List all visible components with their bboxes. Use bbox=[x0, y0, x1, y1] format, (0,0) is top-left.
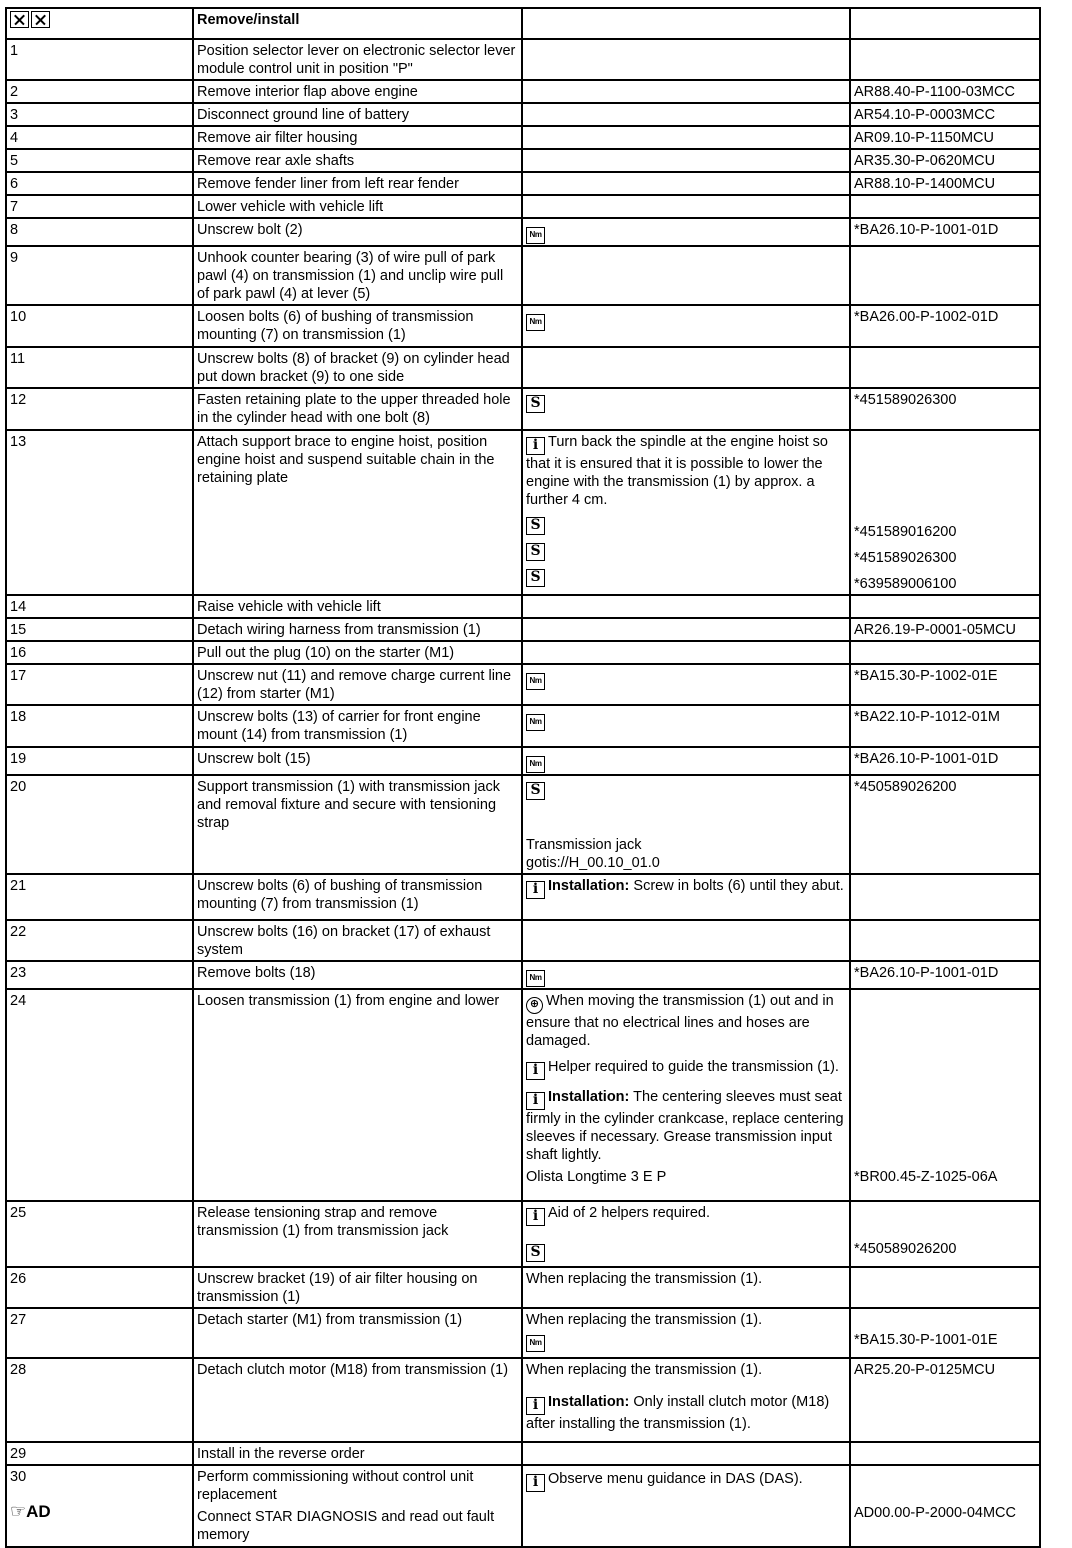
step-text: Unscrew nut (11) and remove charge current line (12) from starter (M1) bbox=[193, 664, 522, 705]
step-text: Unscrew bracket (19) of air filter housing on transmission (1) bbox=[193, 1267, 522, 1308]
step-number: 13 bbox=[6, 430, 193, 595]
table-row bbox=[6, 1358, 1040, 1442]
step-reference[interactable]: *450589026200 bbox=[854, 1241, 957, 1257]
step-text: Unscrew bolt (2) bbox=[193, 218, 522, 246]
step-text: Detach wiring harness from transmission (1) bbox=[193, 618, 522, 641]
table-row bbox=[6, 388, 1040, 430]
table-row bbox=[6, 618, 1040, 641]
step-reference[interactable]: *BA22.10-P-1012-01M bbox=[850, 705, 1040, 747]
step-reference[interactable]: *BA26.10-P-1001-01D bbox=[850, 747, 1040, 775]
info-icon[interactable]: i bbox=[526, 1474, 545, 1492]
warning-block bbox=[526, 992, 846, 1050]
step-text: Loosen bolts (6) of bushing of transmission mounting (7) on transmission (1) bbox=[193, 305, 522, 347]
step-number: 6 bbox=[6, 172, 193, 195]
step-text: Lower vehicle with vehicle lift bbox=[193, 195, 522, 218]
note-text: When replacing the transmission (1). bbox=[526, 1312, 763, 1328]
warning-icon[interactable]: ⊕ bbox=[526, 997, 543, 1014]
step-reference[interactable] bbox=[850, 1267, 1040, 1308]
note-text: Transmission jack bbox=[526, 837, 642, 853]
note-text: Turn back the spindle at the engine hoist so that it is ensured that it is possible to lower the engine with the transmission (1) by approx. a further 4 cm. bbox=[526, 434, 828, 508]
step-reference[interactable] bbox=[850, 246, 1040, 305]
table-row bbox=[6, 874, 1040, 920]
table-row bbox=[6, 172, 1040, 195]
step-reference[interactable]: *BA15.30-P-1001-01E bbox=[854, 1332, 998, 1348]
repair-procedure-document bbox=[5, 7, 1041, 1548]
step-reference[interactable]: *451589016200 bbox=[854, 524, 957, 540]
step-reference[interactable] bbox=[850, 920, 1040, 961]
step-text: Remove interior flap above engine bbox=[193, 80, 522, 103]
table-row bbox=[6, 705, 1040, 747]
step-text: Release tensioning strap and remove transmission (1) from transmission jack bbox=[193, 1201, 522, 1267]
step-text: Unhook counter bearing (3) of wire pull of park pawl (4) on transmission (1) and unclip wire pull of park pawl (4) at lever (5) bbox=[193, 246, 522, 305]
step-reference[interactable]: AD00.00-P-2000-04MCC bbox=[854, 1505, 1016, 1521]
step-reference[interactable] bbox=[850, 595, 1040, 618]
note-label: Installation: bbox=[548, 1394, 630, 1410]
step-reference[interactable]: AR88.40-P-1100-03MCC bbox=[850, 80, 1040, 103]
step-reference[interactable] bbox=[850, 195, 1040, 218]
step-reference[interactable] bbox=[850, 1442, 1040, 1465]
step-text: Perform commissioning without control unit replacement bbox=[197, 1469, 474, 1503]
special-tool-icon[interactable]: S bbox=[526, 517, 545, 535]
step-number: 4 bbox=[6, 126, 193, 149]
step-text: Fasten retaining plate to the upper threaded hole in the cylinder head with one bolt (8) bbox=[193, 388, 522, 430]
step-text: Unscrew bolts (13) of carrier for front engine mount (14) from transmission (1) bbox=[193, 705, 522, 747]
step-number: 21 bbox=[6, 874, 193, 920]
note-block bbox=[526, 1393, 846, 1433]
step-number: 8 bbox=[6, 218, 193, 246]
note-label: Installation: bbox=[548, 878, 630, 894]
special-tool-icon[interactable]: S bbox=[526, 543, 545, 561]
note-text: Helper required to guide the transmission (1). bbox=[548, 1059, 839, 1075]
table-row bbox=[6, 775, 1040, 874]
step-text: Remove bolts (18) bbox=[193, 961, 522, 989]
table-row bbox=[6, 961, 1040, 989]
info-icon[interactable]: i bbox=[526, 881, 545, 899]
info-icon[interactable]: i bbox=[526, 1092, 545, 1110]
step-reference[interactable]: *BR00.45-Z-1025-06A bbox=[854, 1169, 998, 1185]
step-number: 15 bbox=[6, 618, 193, 641]
table-row bbox=[6, 347, 1040, 388]
torque-icon[interactable]: Nm bbox=[526, 1335, 545, 1352]
table-row bbox=[6, 1442, 1040, 1465]
table-row bbox=[6, 80, 1040, 103]
table-row bbox=[6, 747, 1040, 775]
table-row bbox=[6, 246, 1040, 305]
step-number: 29 bbox=[6, 1442, 193, 1465]
note-text: Observe menu guidance in DAS (DAS). bbox=[548, 1471, 803, 1487]
torque-icon[interactable]: Nm bbox=[526, 673, 545, 690]
step-number: 7 bbox=[6, 195, 193, 218]
note-block bbox=[526, 1470, 846, 1492]
note-block bbox=[526, 1058, 846, 1080]
step-reference[interactable]: AR26.19-P-0001-05MCU bbox=[850, 618, 1040, 641]
torque-icon[interactable]: Nm bbox=[526, 756, 545, 773]
material-name: Olista Longtime 3 E P bbox=[526, 1169, 667, 1185]
table-row bbox=[6, 1465, 1040, 1547]
step-number: 27 bbox=[6, 1308, 193, 1358]
step-reference[interactable]: *451589026300 bbox=[854, 550, 957, 566]
table-row bbox=[6, 1267, 1040, 1308]
info-icon[interactable]: i bbox=[526, 437, 545, 455]
table-row bbox=[6, 126, 1040, 149]
step-number: 28 bbox=[6, 1358, 193, 1442]
header-icons-cell bbox=[6, 8, 193, 39]
step-reference[interactable] bbox=[854, 1468, 1036, 1486]
step-number: 2 bbox=[6, 80, 193, 103]
special-tool-icon[interactable]: S bbox=[526, 395, 545, 413]
step-number: 26 bbox=[6, 1267, 193, 1308]
step-text: Unscrew bolts (16) on bracket (17) of exhaust system bbox=[193, 920, 522, 961]
table-row bbox=[6, 920, 1040, 961]
table-row bbox=[6, 989, 1040, 1201]
step-reference[interactable]: *BA26.10-P-1001-01D bbox=[850, 218, 1040, 246]
step-number: 30 bbox=[10, 1469, 27, 1485]
note-text: When replacing the transmission (1). bbox=[526, 1362, 763, 1378]
table-row bbox=[6, 305, 1040, 347]
step-number: 5 bbox=[6, 149, 193, 172]
step-reference[interactable]: *BA26.00-P-1002-01D bbox=[850, 305, 1040, 347]
step-number: 16 bbox=[6, 641, 193, 664]
note-text: The centering sleeves must seat firmly in the cylinder crankcase, replace centering sleeves if necessary. Grease transmission input shaft lightly. bbox=[526, 1089, 844, 1163]
step-number: 17 bbox=[6, 664, 193, 705]
step-reference[interactable]: AR09.10-P-1150MCU bbox=[850, 126, 1040, 149]
step-number: 3 bbox=[6, 103, 193, 126]
pointing-hand-icon: ☞ bbox=[10, 1501, 27, 1521]
step-text: Unscrew bolt (15) bbox=[193, 747, 522, 775]
step-number: 25 bbox=[6, 1201, 193, 1267]
note-text: Aid of 2 helpers required. bbox=[548, 1205, 711, 1221]
step-number: 24 bbox=[6, 989, 193, 1201]
step-reference[interactable]: AR35.30-P-0620MCU bbox=[850, 149, 1040, 172]
step-text: Raise vehicle with vehicle lift bbox=[193, 595, 522, 618]
header-title: Remove/install bbox=[193, 8, 522, 39]
step-reference[interactable]: *450589026200 bbox=[850, 775, 1040, 874]
step-number: 1 bbox=[6, 39, 193, 80]
note-block bbox=[526, 1204, 846, 1226]
note-text: Only install clutch motor (M18) after installing the transmission (1). bbox=[526, 1394, 830, 1432]
torque-icon[interactable]: Nm bbox=[526, 314, 545, 331]
step-reference[interactable] bbox=[850, 874, 1040, 920]
step-reference[interactable]: *BA15.30-P-1002-01E bbox=[850, 664, 1040, 705]
step-reference[interactable] bbox=[850, 641, 1040, 664]
step-text: Disconnect ground line of battery bbox=[193, 103, 522, 126]
collapse-icon[interactable] bbox=[31, 11, 50, 28]
step-text: Remove fender liner from left rear fender bbox=[193, 172, 522, 195]
special-tool-icon[interactable]: S bbox=[526, 782, 545, 800]
step-number: 9 bbox=[6, 246, 193, 305]
special-tool-icon[interactable]: S bbox=[526, 1244, 545, 1262]
step-number: 18 bbox=[6, 705, 193, 747]
step-reference[interactable]: AR25.20-P-0125MCU bbox=[850, 1358, 1040, 1442]
step-text: Detach clutch motor (M18) from transmission (1) bbox=[193, 1358, 522, 1442]
torque-icon[interactable]: Nm bbox=[526, 970, 545, 987]
table-row bbox=[6, 195, 1040, 218]
torque-icon[interactable]: Nm bbox=[526, 227, 545, 244]
info-icon[interactable]: i bbox=[526, 1208, 545, 1226]
torque-icon[interactable]: Nm bbox=[526, 714, 545, 731]
table-row bbox=[6, 641, 1040, 664]
step-reference[interactable]: *BA26.10-P-1001-01D bbox=[850, 961, 1040, 989]
step-text: Position selector lever on electronic selector lever module control unit in position "P" bbox=[193, 39, 522, 80]
step-text: Pull out the plug (10) on the starter (M1) bbox=[193, 641, 522, 664]
table-row bbox=[6, 218, 1040, 246]
step-reference[interactable]: *451589026300 bbox=[850, 388, 1040, 430]
step-number: 11 bbox=[6, 347, 193, 388]
table-row bbox=[6, 664, 1040, 705]
step-number: 20 bbox=[6, 775, 193, 874]
step-reference[interactable]: AR54.10-P-0003MCC bbox=[850, 103, 1040, 126]
info-icon[interactable]: i bbox=[526, 1397, 545, 1415]
special-tool-icon[interactable]: S bbox=[526, 569, 545, 587]
note-text: When moving the transmission (1) out and in ensure that no electrical lines and hoses are damaged. bbox=[526, 993, 834, 1049]
table-row bbox=[6, 149, 1040, 172]
step-reference[interactable]: AR88.10-P-1400MCU bbox=[850, 172, 1040, 195]
step-text: Install in the reverse order bbox=[193, 1442, 522, 1465]
expand-icon[interactable] bbox=[10, 11, 29, 28]
step-text: Remove rear axle shafts bbox=[193, 149, 522, 172]
table-row bbox=[6, 39, 1040, 80]
document-link[interactable]: gotis://H_00.10_01.0 bbox=[526, 855, 660, 871]
note-label: Installation: bbox=[548, 1089, 630, 1105]
table-row bbox=[6, 1201, 1040, 1267]
note-block bbox=[526, 433, 846, 509]
step-text: Remove air filter housing bbox=[193, 126, 522, 149]
step-text: Loosen transmission (1) from engine and lower bbox=[193, 989, 522, 1201]
note-text: When replacing the transmission (1). bbox=[522, 1267, 850, 1308]
step-text: Connect STAR DIAGNOSIS and read out fault memory bbox=[197, 1509, 495, 1543]
step-number: 10 bbox=[6, 305, 193, 347]
step-number: 23 bbox=[6, 961, 193, 989]
table-row bbox=[6, 103, 1040, 126]
step-text: Detach starter (M1) from transmission (1) bbox=[193, 1308, 522, 1358]
step-number: 12 bbox=[6, 388, 193, 430]
step-number: 14 bbox=[6, 595, 193, 618]
step-text: Unscrew bolts (6) of bushing of transmission mounting (7) from transmission (1) bbox=[193, 874, 522, 920]
step-number: 19 bbox=[6, 747, 193, 775]
step-number: AD bbox=[26, 1502, 51, 1521]
step-reference[interactable] bbox=[850, 347, 1040, 388]
table-row bbox=[6, 595, 1040, 618]
table-row bbox=[6, 430, 1040, 595]
note-block bbox=[526, 1088, 846, 1164]
table-header-row bbox=[6, 8, 1040, 39]
step-text: Support transmission (1) with transmission jack and removal fixture and secure with tensioning strap bbox=[193, 775, 522, 874]
note-text: Screw in bolts (6) until they abut. bbox=[633, 878, 844, 894]
step-text: Unscrew bolts (8) of bracket (9) on cylinder head put down bracket (9) to one side bbox=[193, 347, 522, 388]
step-reference[interactable] bbox=[850, 39, 1040, 80]
info-icon[interactable]: i bbox=[526, 1062, 545, 1080]
step-number: 22 bbox=[6, 920, 193, 961]
step-reference[interactable]: *639589006100 bbox=[854, 576, 957, 592]
table-row bbox=[6, 1308, 1040, 1358]
step-text: Attach support brace to engine hoist, position engine hoist and suspend suitable chain in the retaining plate bbox=[193, 430, 522, 595]
procedure-table bbox=[5, 7, 1041, 1548]
